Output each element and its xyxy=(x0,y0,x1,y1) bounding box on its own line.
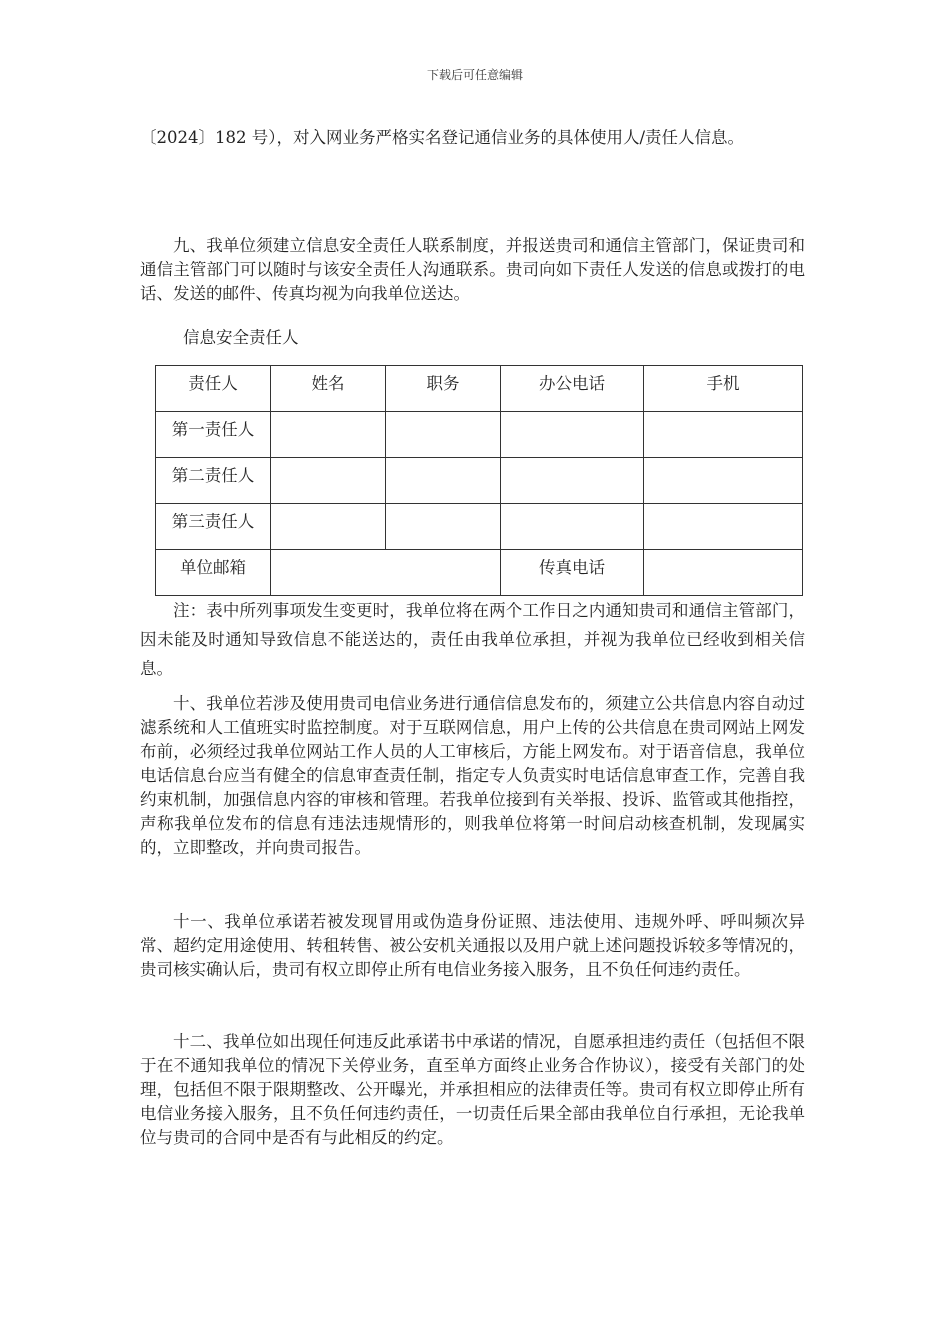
table-cell-empty xyxy=(271,504,386,550)
table-caption: 信息安全责任人 xyxy=(183,328,299,347)
paragraph-ten: 十、我单位若涉及使用贵司电信业务进行通信信息发布的，须建立公共信息内容自动过滤系统和人工值班实时监控制度。对于互联网信息，用户上传的公共信息在贵司网站上网发布前，必须经过我单位网站工作人员的人工审核后，方能上网发布。对于语音信息，我单位电话信息台应当有健全的信息审查责任制，指定专人负责实时电话信息审查工作，完善自我约束机制，加强信息内容的审核和管理。若我单位接到有关举报、投诉、监管或其他指控，声称我单位发布的信息有违法违规情形的，则我单位将第一时间启动核查机制，发现属实的，立即整改，并向贵司报告。 xyxy=(140,694,805,857)
table-row xyxy=(156,458,803,504)
table-cell-empty xyxy=(501,412,644,458)
table-row xyxy=(156,412,803,458)
fax-label: 传真电话 xyxy=(501,550,644,596)
table-header-cell: 手机 xyxy=(644,366,803,412)
table-note: 注：表中所列事项发生变更时，我单位将在两个工作日之内通知贵司和通信主管部门，因未能及时通知导致信息不能送达的，责任由我单位承担，并视为我单位已经收到相关信息。 xyxy=(140,601,805,678)
paragraph-eleven: 十一、我单位承诺若被发现冒用或伪造身份证照、违法使用、违规外呼、呼叫频次异常、超约定用途使用、转租转售、被公安机关通报以及用户就上述问题投诉较多等情况的，贵司核实确认后，贵司有权立即停止所有电信业务接入服务，且不负任何违约责任。 xyxy=(140,912,805,979)
table-cell-empty xyxy=(644,504,803,550)
table-header-cell: 姓名 xyxy=(271,366,386,412)
table-header-cell: 办公电话 xyxy=(501,366,644,412)
table-row xyxy=(156,504,803,550)
table-cell-empty xyxy=(501,504,644,550)
table-cell-empty xyxy=(386,458,501,504)
table-cell-empty xyxy=(271,412,386,458)
paragraph-nine: 九、我单位须建立信息安全责任人联系制度，并报送贵司和通信主管部门，保证贵司和通信主管部门可以随时与该安全责任人沟通联系。贵司向如下责任人发送的信息或拨打的电话、发送的邮件、传真均视为向我单位送达。 xyxy=(140,236,805,303)
table-header-row xyxy=(156,366,803,412)
row-label: 第三责任人 xyxy=(156,504,271,550)
responsible-person-table xyxy=(155,365,803,596)
row-label: 第二责任人 xyxy=(156,458,271,504)
row-label: 第一责任人 xyxy=(156,412,271,458)
paragraph-twelve: 十二、我单位如出现任何违反此承诺书中承诺的情况，自愿承担违约责任（包括但不限于在不通知我单位的情况下关停业务，直至单方面终止业务合作协议），接受有关部门的处理，包括但不限于限期整改、公开曝光，并承担相应的法律责任等。贵司有权立即停止所有电信业务接入服务，且不负任何违约责任，一切责任后果全部由我单位自行承担，无论我单位与贵司的合同中是否有与此相反的约定。 xyxy=(140,1032,805,1147)
table-cell-empty xyxy=(501,458,644,504)
table-cell-empty xyxy=(386,504,501,550)
table-row-contact xyxy=(156,550,803,596)
page-header: 下载后可任意编辑 xyxy=(426,68,523,82)
table-header-cell: 职务 xyxy=(386,366,501,412)
table-cell-empty xyxy=(271,458,386,504)
paragraph-continuation: 〔2024〕182 号），对入网业务严格实名登记通信业务的具体使用人/责任人信息。 xyxy=(140,128,745,147)
table-cell-empty xyxy=(644,458,803,504)
table-cell-empty xyxy=(271,550,501,596)
table-cell-empty xyxy=(644,550,803,596)
email-label: 单位邮箱 xyxy=(156,550,271,596)
table-cell-empty xyxy=(386,412,501,458)
table-header-cell: 责任人 xyxy=(156,366,271,412)
table-cell-empty xyxy=(644,412,803,458)
